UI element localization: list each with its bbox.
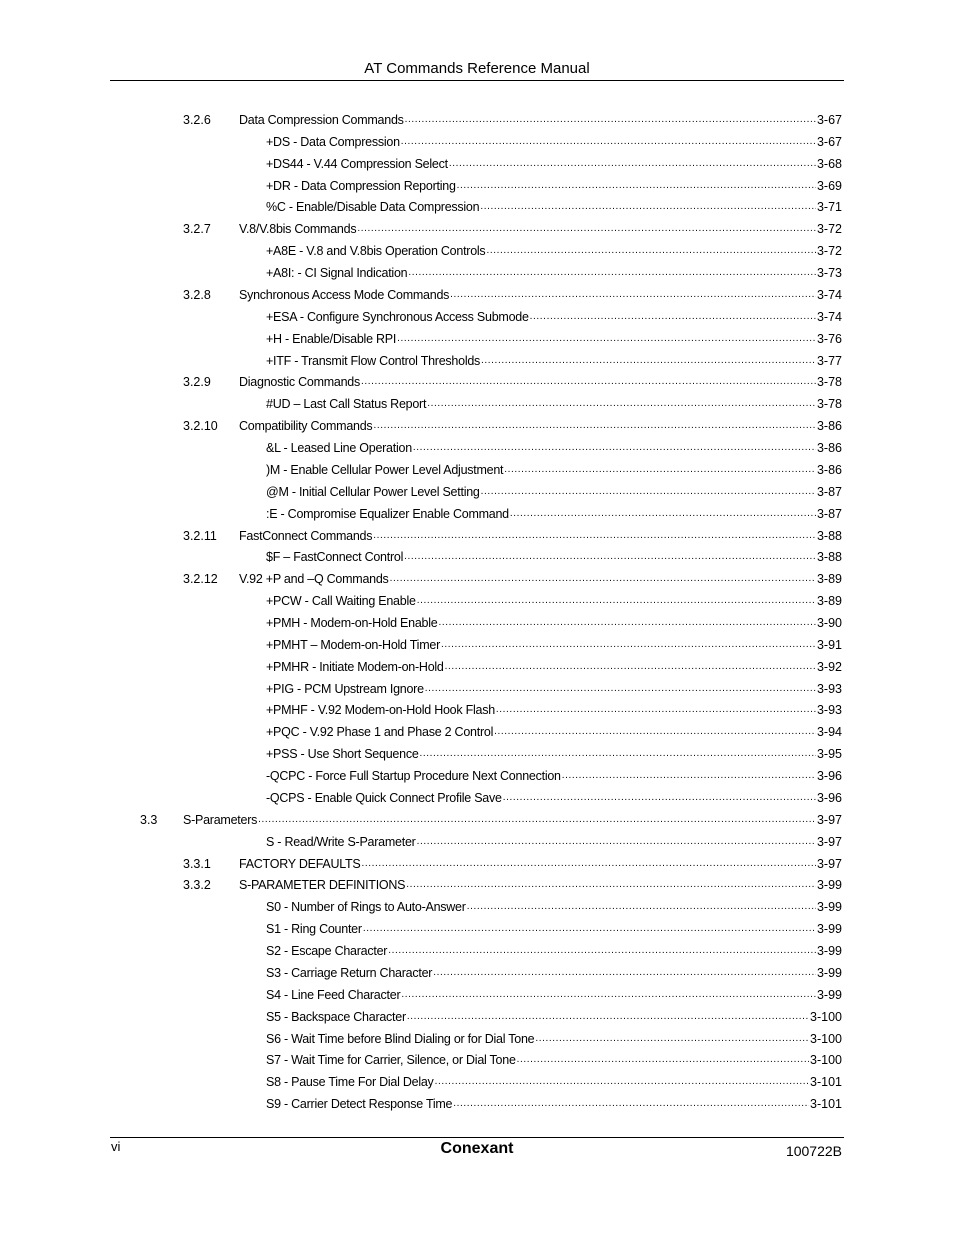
toc-dot-leader [417, 595, 816, 609]
toc-entry-title: S8 - Pause Time For Dial Delay [266, 1075, 434, 1090]
toc-entry-title: +DR - Data Compression Reporting [266, 178, 456, 193]
toc-entry[interactable] [0, 414, 842, 434]
toc-section-number: 3.3.2 [183, 878, 211, 893]
toc-entry-title: FastConnect Commands [239, 528, 373, 543]
toc-entry-title: S-Parameters [183, 812, 258, 827]
toc-entry[interactable] [0, 261, 842, 281]
toc-dot-leader [388, 945, 816, 959]
toc-page-number: 3-93 [816, 681, 842, 696]
toc-entry[interactable] [0, 589, 842, 609]
toc-dot-leader [404, 551, 816, 565]
toc-entry[interactable] [0, 480, 842, 500]
toc-entry[interactable] [0, 174, 842, 194]
toc-dot-leader [390, 573, 816, 587]
toc-dot-leader [481, 486, 816, 500]
toc-page-number: 3-78 [816, 397, 842, 412]
toc-entry[interactable] [0, 720, 842, 740]
toc-section-number: 3.2.11 [183, 528, 217, 543]
toc-entry-title: @M - Initial Cellular Power Level Setting [266, 484, 480, 499]
toc-dot-leader [453, 1098, 809, 1112]
toc-dot-leader [486, 245, 816, 259]
toc-entry-title: +ITF - Transmit Flow Control Thresholds [266, 353, 481, 368]
toc-entry-title: FACTORY DEFAULTS [239, 856, 361, 871]
toc-dot-leader [445, 661, 816, 675]
toc-dot-leader [449, 158, 816, 172]
toc-entry-title: S0 - Number of Rings to Auto-Answer [266, 900, 466, 915]
toc-entry-title: #UD – Last Call Status Report [266, 397, 427, 412]
toc-dot-leader [373, 420, 816, 434]
toc-dot-leader [481, 355, 816, 369]
toc-entry[interactable] [0, 305, 842, 325]
toc-entry-title: &L - Leased Line Operation [266, 441, 412, 456]
footer-rule [110, 1137, 844, 1138]
toc-entry-title: +PMH - Modem-on-Hold Enable [266, 616, 438, 630]
toc-dot-leader [357, 223, 816, 237]
toc-entry[interactable] [0, 349, 842, 369]
toc-page-number: 3-95 [816, 747, 842, 762]
toc-dot-leader [406, 879, 816, 893]
toc-entry[interactable] [0, 1092, 842, 1112]
toc-dot-leader [401, 136, 816, 150]
toc-entry-title: +DS - Data Compression [266, 134, 400, 149]
toc-page-number: 3-87 [816, 506, 842, 521]
toc-dot-leader [417, 836, 816, 850]
toc-dot-leader [494, 726, 816, 740]
toc-entry-title: +A8I: - CI Signal Indication [266, 266, 408, 281]
toc-entry-title: Data Compression Commands [239, 113, 404, 127]
toc-entry[interactable] [0, 195, 842, 215]
toc-entry[interactable] [0, 764, 842, 784]
toc-page-number: 3-88 [816, 550, 842, 565]
toc-dot-leader [496, 704, 816, 718]
toc-section-number: 3.3.1 [183, 856, 211, 871]
toc-entry-title: +PSS - Use Short Sequence [266, 747, 419, 762]
toc-entry-title: Diagnostic Commands [239, 375, 360, 390]
toc-page-number: 3-96 [816, 790, 842, 805]
toc-entry-title: V.92 +P and –Q Commands [239, 572, 389, 587]
toc-dot-leader [407, 1011, 809, 1025]
toc-dot-leader [363, 923, 816, 937]
toc-entry-title: +PMHR - Initiate Modem-on-Hold [266, 659, 444, 674]
toc-entry[interactable] [0, 1070, 842, 1090]
toc-entry-title: S-PARAMETER DEFINITIONS [239, 878, 406, 893]
toc-entry[interactable] [0, 698, 842, 718]
toc-entry[interactable] [0, 545, 842, 565]
toc-page-number: 3-93 [816, 703, 842, 718]
toc-page-number: 3-71 [816, 200, 842, 215]
toc-page-number: 3-90 [816, 616, 842, 630]
toc-page-number: 3-74 [816, 309, 842, 324]
toc-dot-leader [441, 639, 816, 653]
toc-entry[interactable] [0, 502, 842, 522]
toc-page-number: 3-86 [816, 462, 842, 477]
toc-page-number: 3-99 [816, 922, 842, 937]
toc-section-number: 3.2.10 [183, 419, 218, 434]
toc-page-number: 3-86 [816, 419, 842, 434]
toc-entry[interactable] [0, 808, 842, 828]
running-header-title: AT Commands Reference Manual [364, 60, 590, 77]
toc-entry[interactable] [0, 1005, 842, 1025]
toc-page-number: 3-100 [810, 1009, 842, 1024]
toc-page-number: 3-89 [816, 572, 842, 587]
toc-entry[interactable] [0, 742, 842, 762]
toc-entry-title: +H - Enable/Disable RPI [266, 331, 397, 346]
toc-dot-leader [425, 683, 816, 697]
toc-dot-leader [361, 376, 816, 390]
toc-dot-leader [450, 289, 816, 303]
toc-entry-title: +PQC - V.92 Phase 1 and Phase 2 Control [266, 725, 494, 740]
toc-entry[interactable] [0, 939, 842, 959]
footer-page-number: vi [111, 1139, 121, 1154]
toc-entry[interactable] [0, 524, 842, 544]
toc-entry-title: +DS44 - V.44 Compression Select [266, 156, 448, 171]
toc-entry-title: Compatibility Commands [239, 419, 373, 434]
toc-entry[interactable] [0, 961, 842, 981]
toc-dot-leader [438, 617, 816, 631]
toc-entry[interactable] [0, 392, 842, 412]
toc-entry-title: S9 - Carrier Detect Response Time [266, 1097, 453, 1112]
toc-entry[interactable] [0, 1027, 842, 1047]
toc-page-number: 3-94 [816, 725, 842, 740]
toc-page-number: 3-101 [810, 1097, 842, 1112]
toc-dot-leader [510, 508, 816, 522]
toc-entry[interactable] [0, 239, 842, 259]
toc-page-number: 3-72 [816, 222, 842, 237]
toc-entry-title: S3 - Carriage Return Character [266, 965, 433, 980]
toc-page-number: 3-68 [816, 156, 842, 171]
toc-page-number: 3-92 [816, 659, 842, 674]
toc-dot-leader [408, 267, 816, 281]
toc-entry[interactable] [0, 436, 842, 456]
toc-section-number: 3.2.6 [183, 113, 211, 127]
toc-page-number: 3-73 [816, 266, 842, 281]
toc-page-number: 3-99 [816, 944, 842, 959]
toc-page-number: 3-77 [816, 353, 842, 368]
toc-entry-title: +ESA - Configure Synchronous Access Submode [266, 309, 529, 324]
toc-page-number: 3-72 [816, 244, 842, 259]
toc-entry[interactable] [0, 458, 842, 478]
toc-dot-leader [435, 1076, 809, 1090]
toc-page-number: 3-67 [816, 113, 842, 127]
toc-entry[interactable] [0, 370, 842, 390]
toc-section-number: 3.2.9 [183, 375, 211, 390]
toc-dot-leader [401, 989, 816, 1003]
toc-entry[interactable] [0, 873, 842, 893]
toc-entry[interactable] [0, 108, 842, 128]
toc-entry[interactable] [0, 611, 842, 631]
toc-page-number: 3-97 [816, 812, 842, 827]
toc-page-number: 3-101 [810, 1075, 842, 1090]
toc-page-number: 3-99 [816, 900, 842, 915]
toc-dot-leader [535, 1033, 809, 1047]
toc-section-number: 3.2.7 [183, 222, 211, 237]
toc-entry[interactable] [0, 830, 842, 850]
toc-entry-title: +PIG - PCM Upstream Ignore [266, 681, 424, 696]
toc-page-number: 3-100 [810, 1031, 842, 1046]
toc-entry-title: Synchronous Access Mode Commands [239, 287, 450, 302]
toc-entry-title: $F – FastConnect Control [266, 550, 404, 565]
toc-page-number: 3-78 [816, 375, 842, 390]
toc-entry[interactable] [0, 567, 842, 587]
toc-section-number: 3.2.8 [183, 287, 211, 302]
toc-page-number: 3-67 [816, 134, 842, 149]
toc-entry[interactable] [0, 633, 842, 653]
toc-dot-leader [362, 858, 816, 872]
toc-page-number: 3-74 [816, 287, 842, 302]
toc-entry-title: S7 - Wait Time for Carrier, Silence, or Dial Tone [266, 1053, 516, 1068]
toc-dot-leader [517, 1054, 809, 1068]
toc-entry[interactable] [0, 786, 842, 806]
toc-entry-title: +A8E - V.8 and V.8bis Operation Controls [266, 244, 486, 259]
toc-dot-leader [433, 967, 816, 981]
toc-entry-title: V.8/V.8bis Commands [239, 222, 357, 237]
toc-entry-title: +PMHT – Modem-on-Hold Timer [266, 637, 440, 652]
toc-page-number: 3-87 [816, 484, 842, 499]
toc-page-number: 3-97 [816, 834, 842, 849]
toc-dot-leader [405, 114, 816, 128]
toc-entry[interactable] [0, 1048, 842, 1068]
toc-entry-title: +PCW - Call Waiting Enable [266, 594, 416, 609]
toc-entry[interactable] [0, 152, 842, 172]
toc-entry-title: -QCPC - Force Full Startup Procedure Next Connection [266, 769, 561, 784]
toc-entry[interactable] [0, 983, 842, 1003]
toc-entry[interactable] [0, 852, 842, 872]
toc-page-number: 3-99 [816, 878, 842, 893]
toc-entry-title: S1 - Ring Counter [266, 922, 362, 937]
toc-page-number: 3-76 [816, 331, 842, 346]
toc-entry-title: S6 - Wait Time before Blind Dialing or for Dial Tone [266, 1031, 535, 1046]
toc-entry[interactable] [0, 677, 842, 697]
toc-dot-leader [503, 792, 816, 806]
toc-entry-title: -QCPS - Enable Quick Connect Profile Save [266, 790, 502, 805]
toc-dot-leader [562, 770, 816, 784]
toc-entry-title: S2 - Escape Character [266, 944, 388, 959]
toc-entry-title: )M - Enable Cellular Power Level Adjustment [266, 462, 504, 477]
toc-page-number: 3-89 [816, 594, 842, 609]
toc-page-number: 3-99 [816, 987, 842, 1002]
header-rule [110, 80, 844, 81]
toc-dot-leader [413, 442, 816, 456]
toc-dot-leader [427, 398, 816, 412]
toc-entry-title: +PMHF - V.92 Modem-on-Hold Hook Flash [266, 703, 495, 718]
toc-dot-leader [467, 901, 816, 915]
toc-section-number: 3.3 [140, 812, 158, 827]
toc-section-number: 3.2.12 [183, 572, 218, 587]
toc-page-number: 3-88 [816, 528, 842, 543]
toc-entry[interactable] [0, 895, 842, 915]
toc-entry[interactable] [0, 917, 842, 937]
footer-doc-number: 100722B [785, 1143, 842, 1159]
toc-entry-title: S - Read/Write S-Parameter [266, 834, 416, 849]
toc-entry[interactable] [0, 327, 842, 347]
toc-dot-leader [420, 748, 816, 762]
toc-page-number: 3-69 [816, 178, 842, 193]
toc-dot-leader [457, 180, 816, 194]
toc-entry-title: %C - Enable/Disable Data Compression [266, 200, 480, 215]
toc-entry[interactable] [0, 283, 842, 303]
toc-page-number: 3-86 [816, 441, 842, 456]
toc-dot-leader [373, 530, 816, 544]
footer-company: Conexant [440, 1140, 514, 1157]
toc-page-number: 3-91 [816, 637, 842, 652]
toc-dot-leader [480, 201, 816, 215]
toc-entry-title: :E - Compromise Equalizer Enable Command [266, 506, 509, 521]
toc-entry[interactable] [0, 217, 842, 237]
toc-dot-leader [530, 311, 816, 325]
toc-dot-leader [258, 814, 816, 828]
toc-entry-title: S5 - Backspace Character [266, 1009, 406, 1024]
toc-page-number: 3-99 [816, 965, 842, 980]
toc-page-number: 3-97 [816, 856, 842, 871]
toc-page-number: 3-100 [810, 1053, 842, 1068]
toc-entry[interactable] [0, 655, 842, 675]
toc-entry-title: S4 - Line Feed Character [266, 987, 401, 1002]
toc-dot-leader [504, 464, 816, 478]
toc-page-number: 3-96 [816, 769, 842, 784]
toc-dot-leader [397, 333, 816, 347]
toc-entry[interactable] [0, 130, 842, 150]
